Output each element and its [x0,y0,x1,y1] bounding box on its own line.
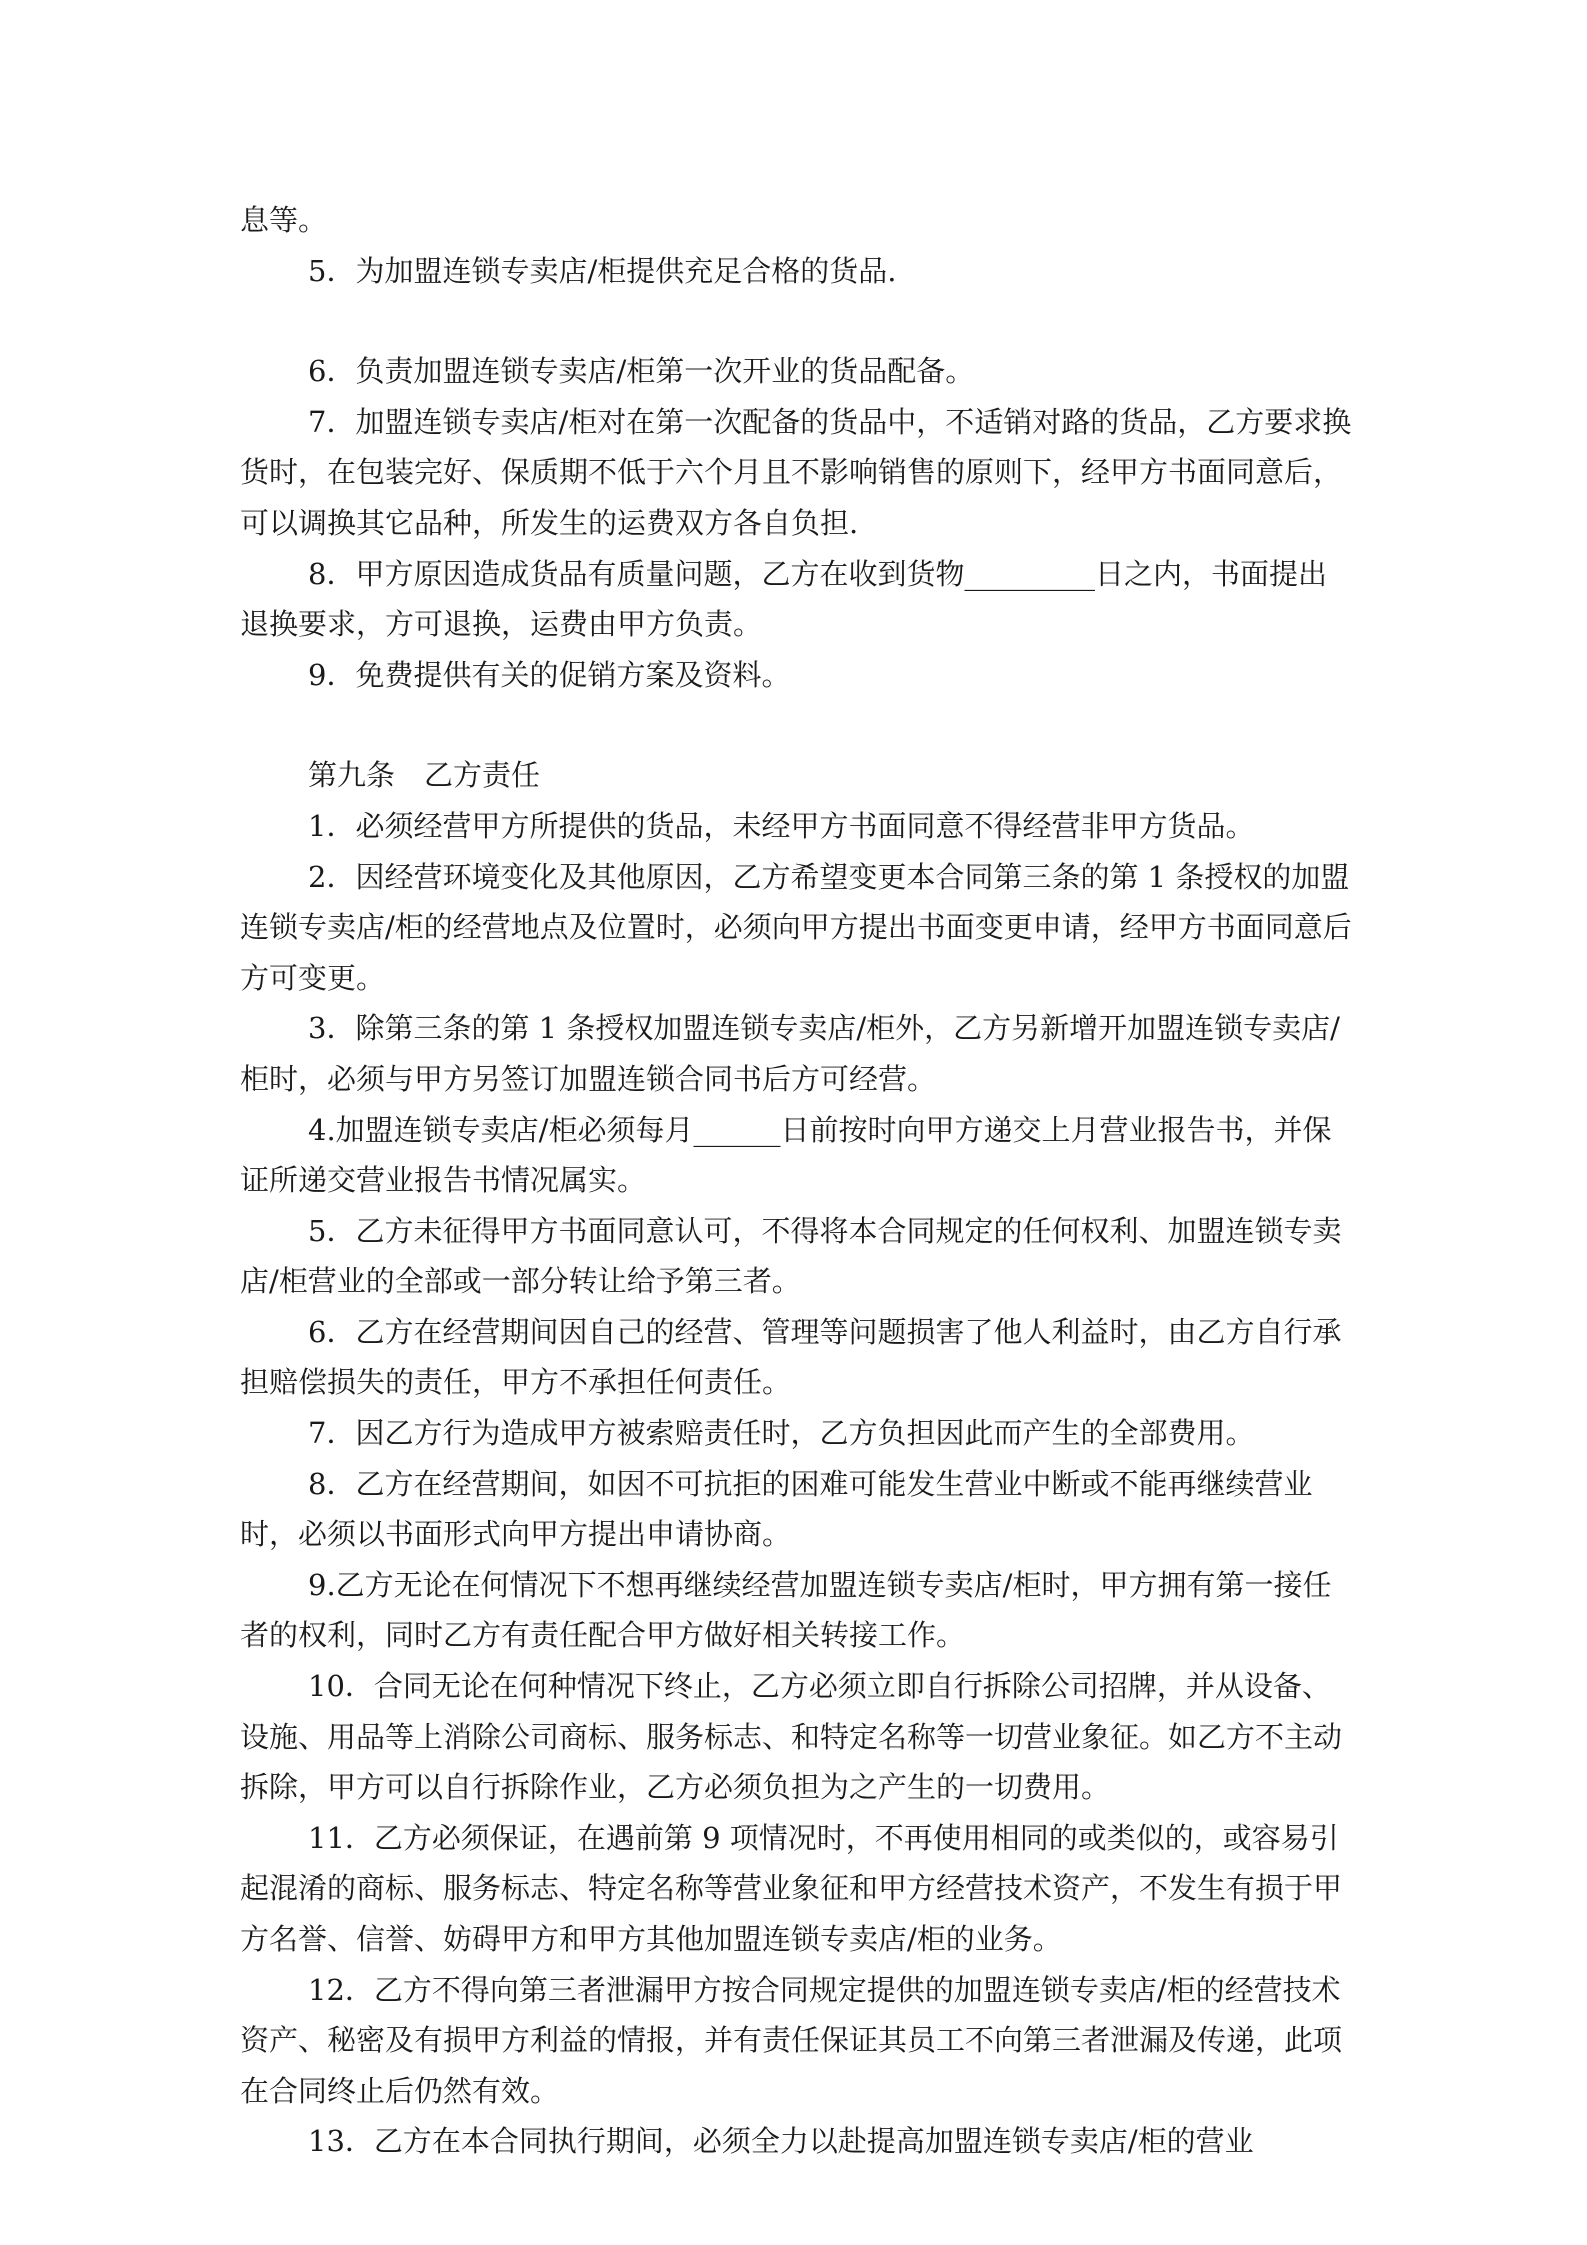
section8-item-9: 9．免费提供有关的促销方案及资料。 [308,657,791,692]
section8-item-7: 7．加盟连锁专卖店/柜对在第一次配备的货品中，不适销对路的货品，乙方要求换货时，在包装完好、保质期不低于六个月且不影响销售的原则下，经甲方书面同意后，可以调换其它品种，所发生的运费双方各自负担. [240,404,1352,540]
section9-item-9: 9.乙方无论在何情况下不想再继续经营加盟连锁专卖店/柜时，甲方拥有第一接任者的权利，同时乙方有责任配合甲方做好相关转接工作。 [240,1567,1332,1653]
section9-item-13: 13．乙方在本合同执行期间，必须全力以赴提高加盟连锁专卖店/柜的营业 [308,2124,1254,2159]
paragraph-gap [240,296,1352,346]
continued-paragraph: 息等。 [240,203,328,237]
section9-item-7: 7．因乙方行为造成甲方被索赔责任时，乙方负担因此而产生的全部费用。 [308,1416,1255,1451]
section9-item-12: 12．乙方不得向第三者泄漏甲方按合同规定提供的加盟连锁专卖店/柜的经营技术资产、秘密及有损甲方利益的情报，并有责任保证其员工不向第三者泄漏及传递，此项在合同终止后仍然有效。 [240,1972,1343,2108]
section9-item-11: 11．乙方必须保证，在遇前第 9 项情况时，不再使用相同的或类似的，或容易引起混淆的商标、服务标志、特定名称等营业象征和甲方经营技术资产，不发生有损于甲方名誉、信誉、妨碍甲方和甲方其他加盟连锁专卖店/柜的业务。 [240,1820,1343,1956]
section9-item-4: 4.加盟连锁专卖店/柜必须每月______日前按时向甲方递交上月营业报告书，并保证所递交营业报告书情况属实。 [240,1112,1332,1198]
section9-item-6: 6．乙方在经营期间因自己的经营、管理等问题损害了他人利益时，由乙方自行承担赔偿损失的责任，甲方不承担任何责任。 [240,1314,1342,1400]
document-body [240,195,1352,2167]
section9-item-8: 8．乙方在经营期间，如因不可抗拒的困难可能发生营业中断或不能再继续营业时，必须以书面形式向甲方提出申请协商。 [240,1466,1313,1552]
section-gap [240,700,1352,750]
section9-item-1: 1．必须经营甲方所提供的货品，未经甲方书面同意不得经营非甲方货品。 [308,808,1255,843]
section8-item-8: 8．甲方原因造成货品有质量问题，乙方在收到货物_________日之内，书面提出退换要求，方可退换，运费由甲方负责。 [240,556,1327,642]
section9-item-5: 5．乙方未征得甲方书面同意认可，不得将本合同规定的任何权利、加盟连锁专卖店/柜营业的全部或一部分转让给予第三者。 [240,1213,1342,1299]
section8-item-6: 6．负责加盟连锁专卖店/柜第一次开业的货品配备。 [308,354,975,389]
section9-heading: 第九条 乙方责任 [308,758,541,793]
section8-item-5: 5．为加盟连锁专卖店/柜提供充足合格的货品. [308,253,897,288]
section9-item-2: 2．因经营环境变化及其他原因，乙方希望变更本合同第三条的第 1 条授权的加盟连锁专卖店/柜的经营地点及位置时，必须向甲方提出书面变更申请，经甲方书面同意后方可变更。 [240,859,1352,995]
section9-item-10: 10．合同无论在何种情况下终止，乙方必须立即自行拆除公司招牌，并从设备、设施、用品等上消除公司商标、服务标志、和特定名称等一切营业象征。如乙方不主动拆除，甲方可以自行拆除作业，乙方必须负担为之产生的一切费用。 [240,1669,1343,1805]
section9-item-3: 3．除第三条的第 1 条授权加盟连锁专卖店/柜外，乙方另新增开加盟连锁专卖店/柜时，必须与甲方另签订加盟连锁合同书后方可经营。 [240,1011,1340,1096]
